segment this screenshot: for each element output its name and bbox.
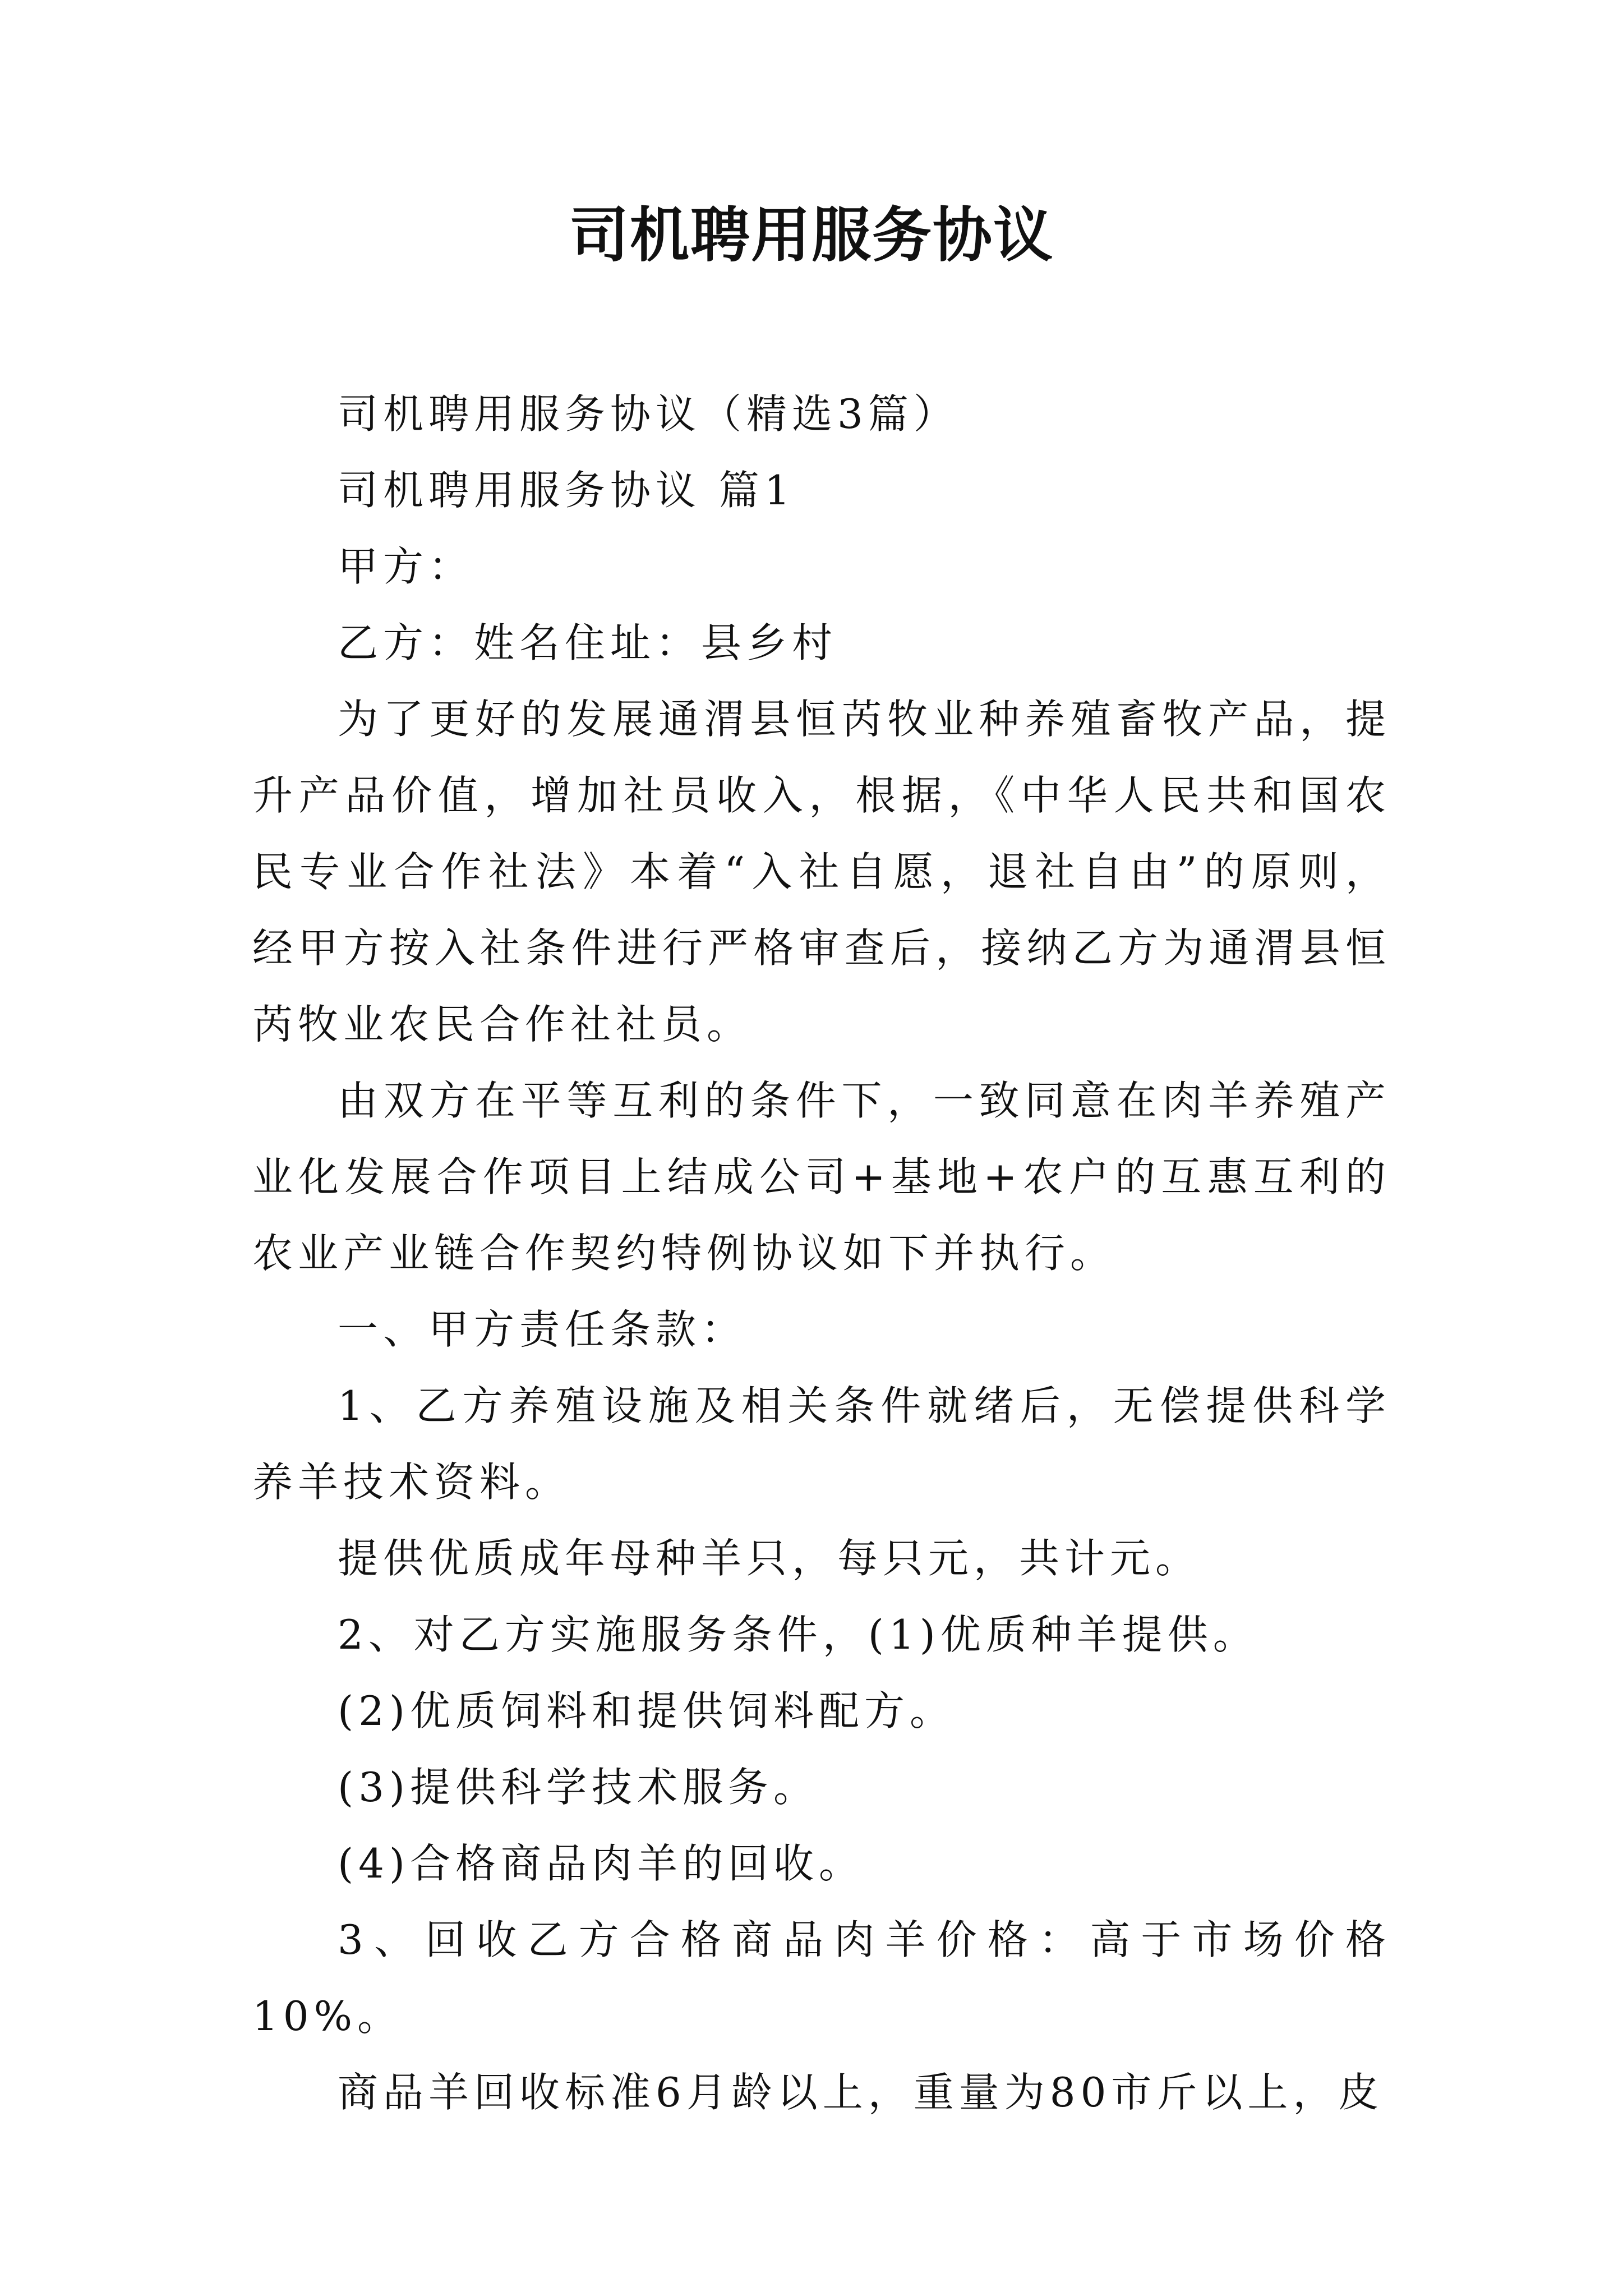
party-a-line: 甲方：	[338, 543, 474, 590]
body-paragraph: 由双方在平等互利的条件下，一致同意在肉羊养殖产业化发展合作项目上结成公司+基地+农户的互惠互利的农业产业链合作契约特例协议如下并执行。	[252, 1077, 1391, 1277]
clause-item: 2、对乙方实施服务条件，(1)优质种羊提供。	[338, 1611, 1258, 1658]
clause-item: 商品羊回收标准6月龄以上，重量为80市斤以上，皮	[338, 2069, 1384, 2116]
document-title: 司机聘用服务协议	[569, 201, 1054, 270]
clause-item: (2)优质饲料和提供饲料配方。	[338, 1687, 955, 1734]
clause-item: 提供优质成年母种羊只，每只元，共计元。	[338, 1535, 1201, 1582]
clause-item: (4)合格商品肉羊的回收。	[338, 1840, 864, 1887]
section-heading: 司机聘用服务协议 篇1	[338, 467, 795, 514]
party-b-line: 乙方：姓名住址：县乡村	[338, 619, 838, 666]
document-body	[252, 376, 1391, 2131]
clause-item: (3)提供科学技术服务。	[338, 1764, 819, 1811]
clause-item: 3、回收乙方合格商品肉羊价格：高于市场价格10%。	[252, 1916, 1391, 2040]
clause-item: 1、乙方养殖设施及相关条件就绪后，无偿提供科学养羊技术资料。	[252, 1382, 1391, 1506]
subtitle-selection: 司机聘用服务协议（精选3篇）	[338, 390, 959, 438]
clause-heading: 一、甲方责任条款：	[338, 1306, 747, 1353]
body-paragraph: 为了更好的发展通渭县恒芮牧业种养殖畜牧产品，提升产品价值，增加社员收入，根据，《中华人民共和国农民专业合作社法》本着“入社自愿，退社自由”的原则，经甲方按入社条件进行严格审查后，接纳乙方为通渭县恒芮牧业农民合作社社员。	[252, 696, 1391, 1048]
